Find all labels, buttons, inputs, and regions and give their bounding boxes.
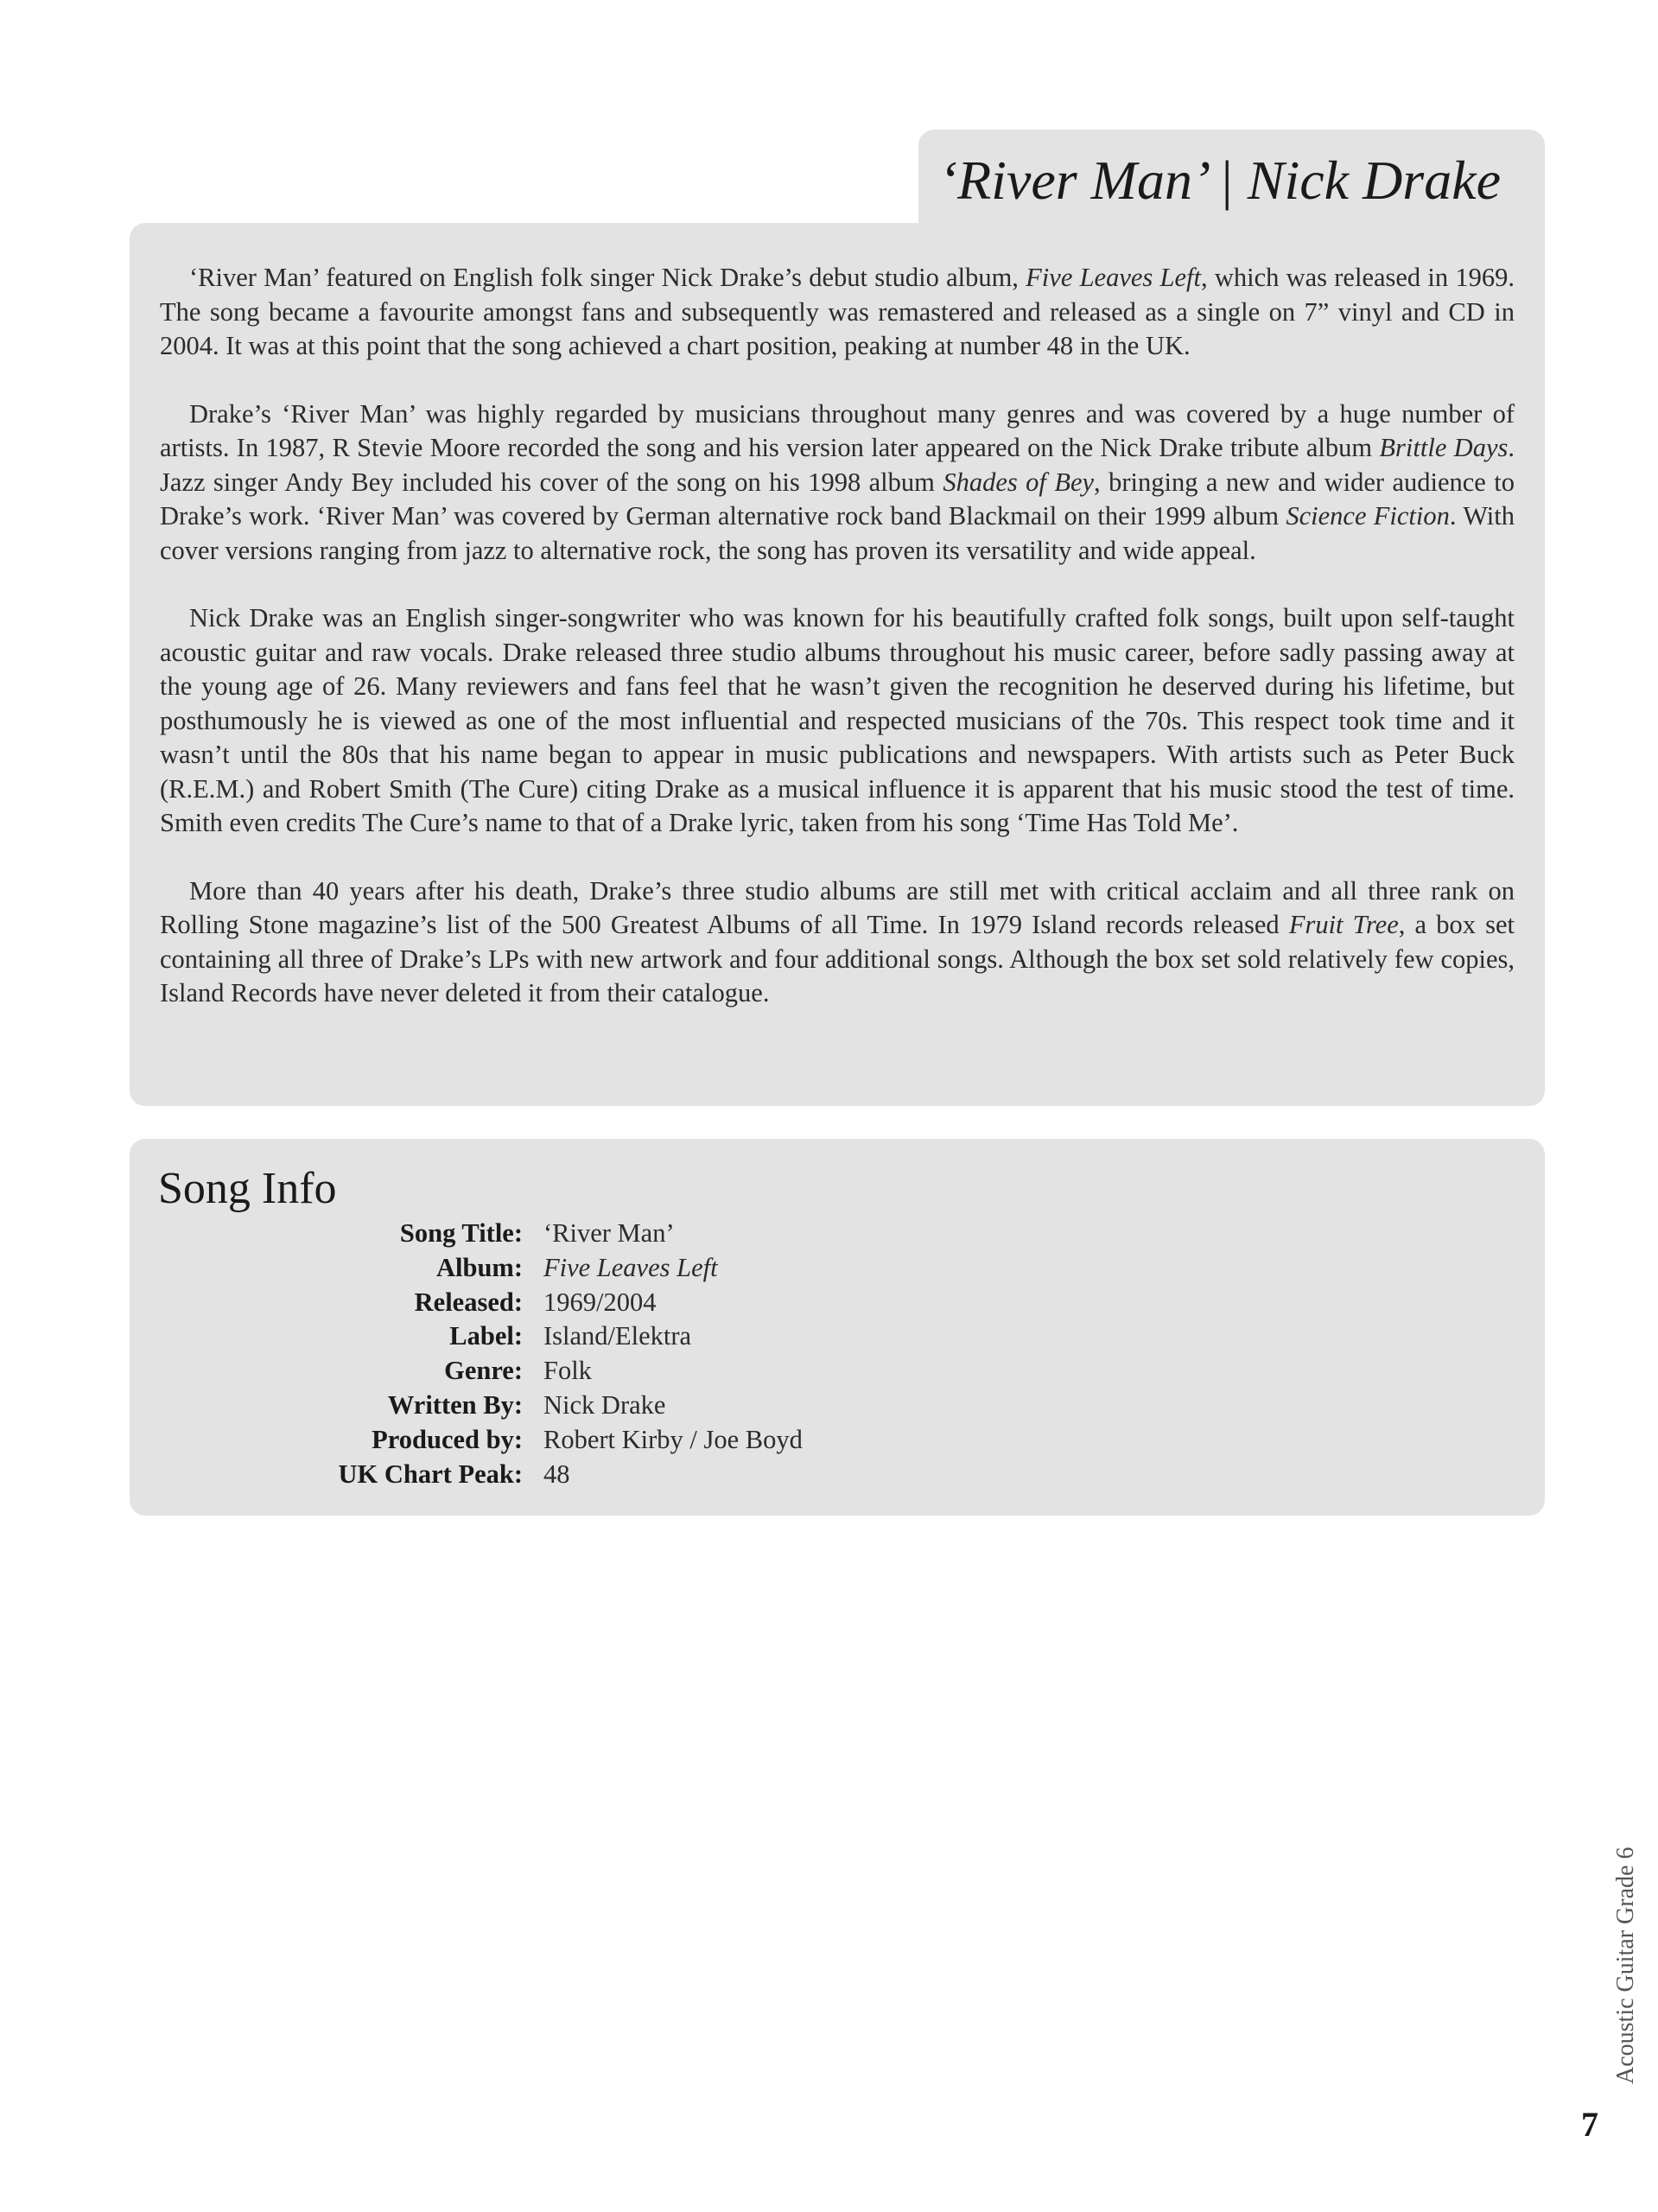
song-info-label: Label: [449,1321,523,1351]
text-run: Nick Drake was an English singer-songwriter who was known for his beautifully crafted folk songs, built upon self-taught acoustic guitar and raw vocals. Drake released three studio albums throughout his music career, before sadly passing away at the young age of 26. Many reviewers and fans feel that he wasn’t given the recognition he deserved during his lifetime, but posthumously he is viewed as one of the most influential and respected musicians of the 70s. This respect took time and it wasn’t until the 80s that his name began to appear in music publications and newspapers. With artists such as Peter Buck (R.E.M.) and Robert Smith (The Cure) citing Drake as a musical influence it is apparent that his music stood the test of time. Smith even credits The Cure’s name to that of a Drake lyric, taken from his song ‘Time Has Told Me’. [160,603,1515,837]
song-info-value: Nick Drake [543,1389,666,1420]
text-run: More than 40 years after his death, Drake’s three studio albums are still met with critical acclaim and all three rank on Rolling Stone magazine’s list of the 500 Greatest Albums of all Time. In 1979 Island records released [160,875,1515,939]
article-paragraph-2 [160,397,1515,569]
song-info-value: Folk [543,1356,592,1386]
song-info-value: Island/Elektra [543,1321,692,1351]
song-info-value: Robert Kirby / Joe Boyd [543,1424,803,1454]
text-run: , a box set containing all three of Drake’s LPs with new artwork and four additional songs. Although the box set sold relatively few copies, Island Records have never deleted it from their catalogue. [160,910,1515,1007]
article-paragraph-1 [160,261,1515,364]
text-run: . With cover versions ranging from jazz to alternative rock, the song has proven its versatility and wide appeal. [160,501,1515,565]
song-info-value: 48 [543,1459,570,1489]
article-paragraph-3 [160,601,1515,841]
series-label: Acoustic Guitar Grade 6 [1612,1847,1639,2084]
song-info-box [130,1139,1545,1516]
song-info-label: Released: [414,1287,523,1317]
article-box [130,223,1545,1106]
italic-title: Five Leaves Left [1026,263,1201,292]
song-info-label: Album: [436,1252,523,1282]
song-info-label: UK Chart Peak: [338,1459,523,1489]
text-run: ‘River Man’ featured on English folk singer Nick Drake’s debut studio album, [189,263,1026,292]
page-number: 7 [1581,2105,1598,2144]
text-run: , bringing a new and wider audience to Drake’s work. ‘River Man’ was covered by German alternative rock band Blackmail on their 1999 album [160,467,1515,531]
song-info-label: Written By: [387,1389,523,1420]
italic-title: Shades of Bey [943,467,1095,497]
song-info-label: Genre: [444,1356,523,1386]
article-paragraph-4 [160,874,1515,1011]
song-info-value: ‘River Man’ [543,1218,675,1248]
text-run: . Jazz singer Andy Bey included his cover of the song on his 1998 album [160,433,1515,497]
italic-title: Brittle Days [1379,433,1509,462]
italic-title: Science Fiction [1286,501,1450,531]
italic-title: Fruit Tree [1288,910,1399,939]
song-info-heading: Song Info [158,1164,337,1213]
song-info-value: 1969/2004 [543,1287,657,1317]
song-info-label: Song Title: [399,1218,523,1248]
song-info-label: Produced by: [372,1424,523,1454]
text-run: Drake’s ‘River Man’ was highly regarded by musicians throughout many genres and was covered by a huge number of artists. In 1987, R Stevie Moore recorded the song and his version later appeared on the Nick Drake tribute album [160,398,1515,462]
song-info-value: Five Leaves Left [543,1252,718,1282]
text-run: , which was released in 1969. The song became a favourite amongst fans and subsequently was remastered and released as a single on 7” vinyl and CD in 2004. It was at this point that the song achieved a chart position, peaking at number 48 in the UK. [160,263,1515,360]
page-title: ‘River Man’ | Nick Drake [938,149,1501,211]
